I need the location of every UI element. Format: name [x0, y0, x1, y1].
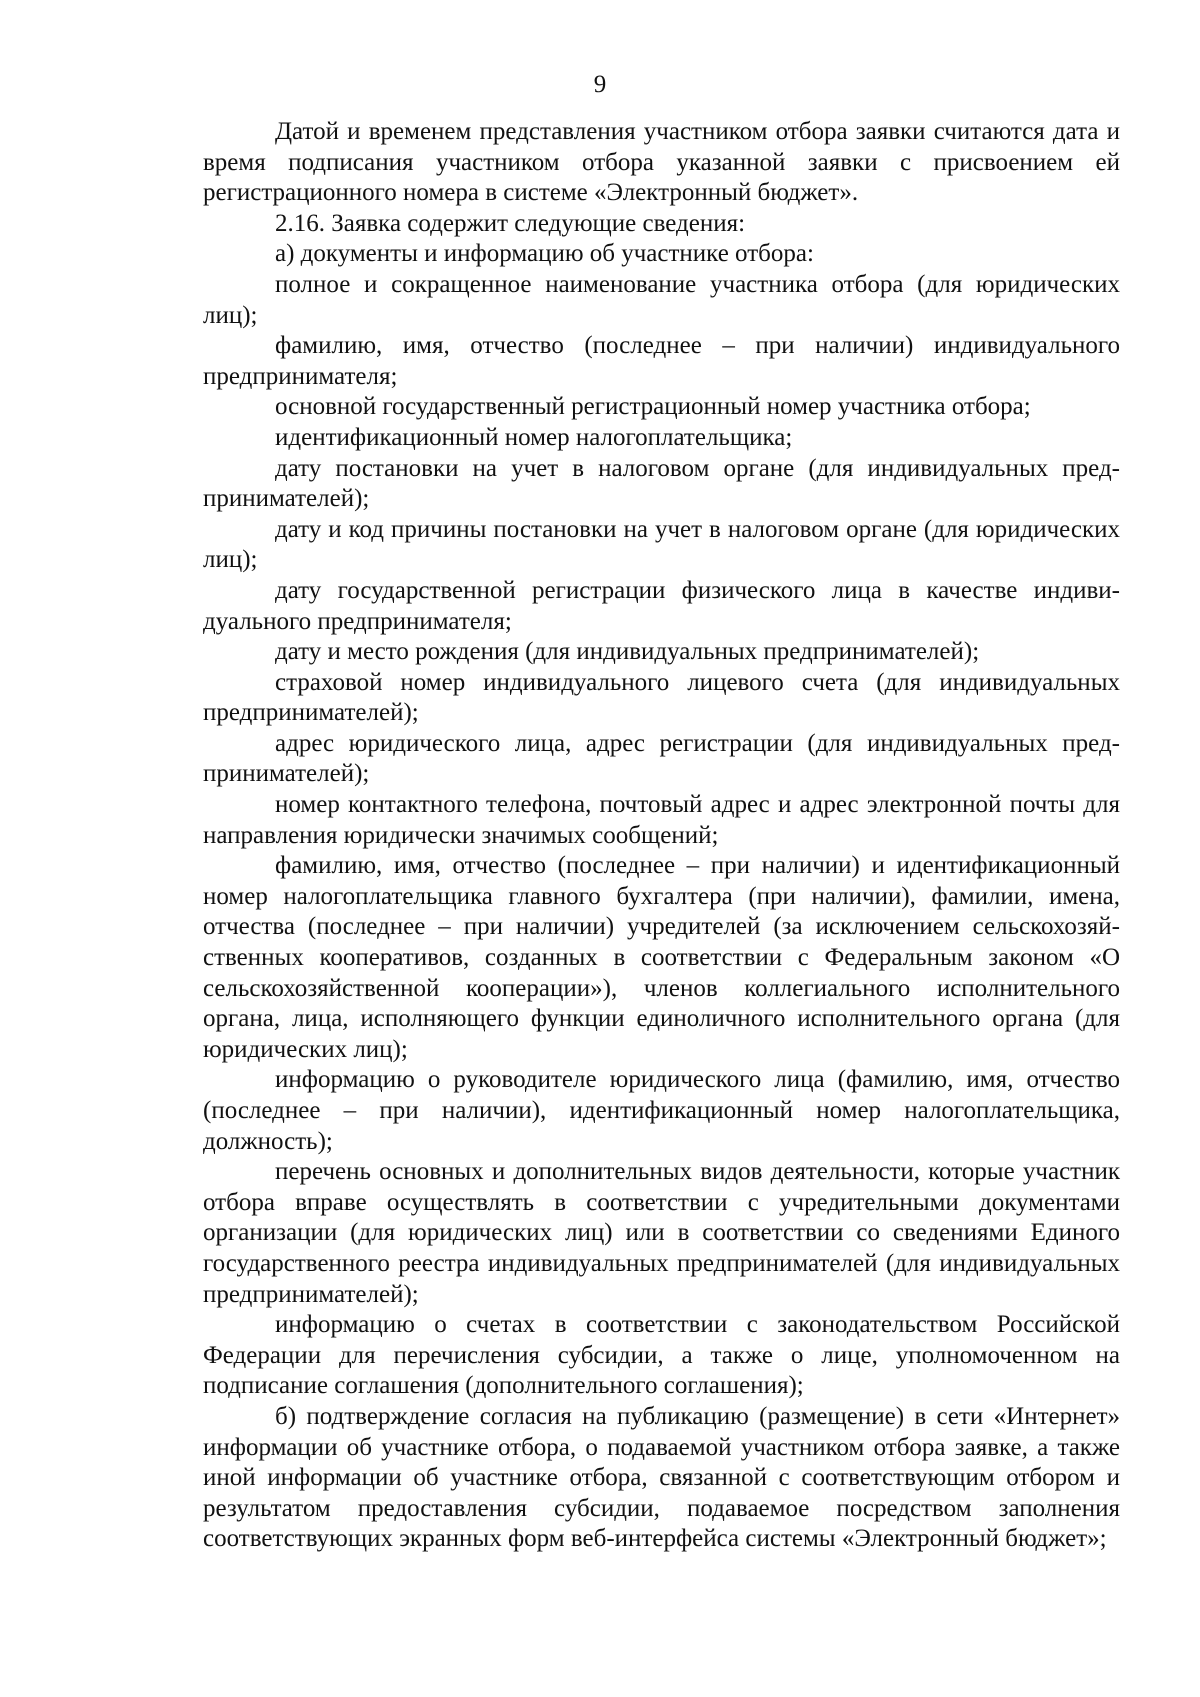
paragraph: дату и место рождения (для индивидуальных предпринимателей); — [275, 638, 980, 666]
paragraph: перечень основных и дополнительных видов деятельности, которые участник отбора вправе осуществлять в соответствии с учредительными документами организации (для юридических лиц) или в соответствии со сведениями Единого государственного реестра индивидуальных предпринимателей (для индивидуальных предпринимателей); — [203, 1158, 1120, 1308]
paragraph: информацию о руководителе юридического лица (фамилию, имя, отчество (последнее – при наличии), идентификационный номер налогоплательщика, должность); — [203, 1066, 1120, 1155]
paragraph: основной государственный регистрационный номер участника отбора; — [275, 393, 1031, 421]
paragraph: дату постановки на учет в налоговом органе (для индивидуальных предпринимателей); — [203, 454, 1120, 513]
paragraph: 2.16. Заявка содержит следующие сведения: — [275, 209, 746, 237]
paragraph: информацию о счетах в соответствии с законодательством Российской Федерации для перечисления субсидии, а также о лице, уполномоченном на подписание соглашения (дополнительного соглашения); — [203, 1311, 1120, 1400]
paragraph: дату и код причины постановки на учет в налоговом органе (для юридических лиц); — [203, 515, 1120, 574]
paragraph: фамилию, имя, отчество (последнее – при наличии) индивидуального предпринимателя; — [203, 332, 1120, 390]
paragraph: дату государственной регистрации физического лица в качестве индивидуального предпринимателя; — [203, 576, 1120, 635]
paragraph: страховой номер индивидуального лицевого счета (для индивидуальных предпринимателей); — [203, 668, 1120, 727]
paragraph: идентификационный номер налогоплательщика; — [275, 423, 793, 451]
document-body — [203, 117, 1120, 1555]
paragraph: полное и сокращенное наименование участника отбора (для юридических лиц); — [203, 270, 1120, 329]
paragraph: фамилию, имя, отчество (последнее – при наличии) и идентификационный номер налогоплательщика главного бухгалтера (при наличии), фамилии, имена, отчества (последнее – при наличии) учредителей (за исключением сельскохозяйственных кооперативов, созданных в соответствии с Федеральным законом «О сельскохозяйственной кооперации»), членов коллегиального исполнительного органа, лица, исполняющего функции единоличного исполнительного органа (для юридических лиц); — [203, 852, 1120, 1063]
paragraph: а) документы и информацию об участнике отбора: — [275, 240, 814, 268]
paragraph: Датой и временем представления участником отбора заявки считаются дата и время подписания участником отбора указанной заявки с присвоением ей регистрационного номера в системе «Электронный бюджет». — [203, 118, 1120, 207]
paragraph: б) подтверждение согласия на публикацию (размещение) в сети «Интернет» информации об участнике отбора, о подаваемой участником отбора заявке, а также иной информации об участнике отбора, связанной с соответствующим отбором и результатом предоставления субсидии, подаваемое посредством заполнения соответствующих экранных форм веб-интерфейса системы «Электронный бюджет»; — [203, 1402, 1120, 1553]
paragraph: номер контактного телефона, почтовый адрес и адрес электронной почты для направления юридически значимых сообщений; — [203, 791, 1120, 849]
page-number: 9 — [593, 71, 607, 98]
paragraph: адрес юридического лица, адрес регистрации (для индивидуальных предпринимателей); — [203, 729, 1120, 788]
